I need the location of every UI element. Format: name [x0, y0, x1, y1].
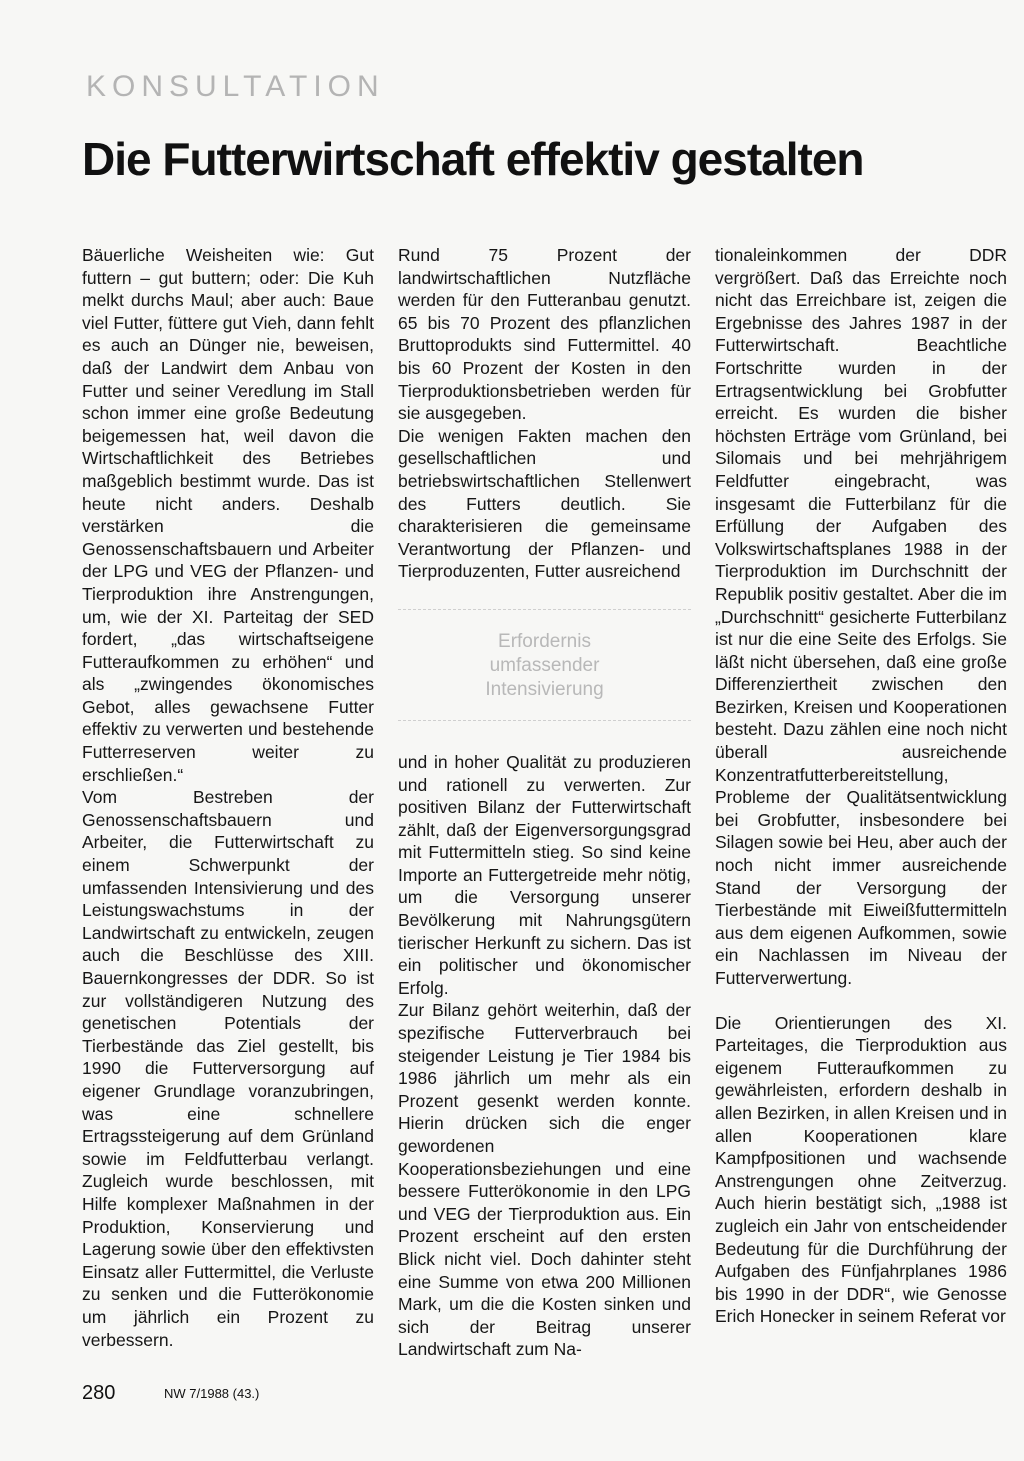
- paragraph: Vom Bestreben der Genossenschaftsbauern und Arbeiter, die Futterwirtschaft zu einem Schwerpunkt der umfassenden Intensivierung und des Leistungswachstums in der Landwirtschaft zu entwickeln, zeugen auch die Beschlüsse des XIII. Bauernkongresses der DDR. So ist zur vollständigeren Nutzung des genetischen Potentials der Tierbestände das Ziel gestellt, bis 1990 die Futterversorgung auf eigener Grundlage voranzubringen, was eine schnellere Ertragssteigerung auf dem Grünland sowie im Feldfutterbau verlangt. Zugleich wurde beschlossen, mit Hilfe komplexer Maßnahmen in der Produktion, Konservierung und Lagerung sowie über den effektivsten Einsatz aller Futtermittel, die Verluste zu senken und die Futterökonomie um jährlich ein Prozent zu verbessern.: [82, 787, 374, 1350]
- pull-quote-line: Erfordernis: [498, 630, 591, 652]
- paragraph: Bäuerliche Weisheiten wie: Gut futtern – gut buttern; oder: Die Kuh melkt durchs Maul; aber auch: Baue viel Futter, füttere gut Vieh, dann fehlt es auch an Dünger nie, beweisen, daß der Landwirt dem Anbau von Futter und seiner Veredlung im Stall schon immer eine große Bedeutung beigemessen hat, weil davon die Wirtschaftlichkeit des Betriebes maßgeblich bestimmt wurde. Das ist heute nicht anders. Deshalb verstärken die Genossenschaftsbauern und Arbeiter der LPG und VEG der Pflanzen- und Tierproduktion ihre Anstrengungen, um, wie der XI. Parteitag der SED fordert, „das wirtschaftseigene Futteraufkommen zu erhöhen“ und als „zwingendes ökonomisches Gebot, alles gewachsene Futter effektiv zu verwerten und bestehende Futterreserven weiter zu erschließen.“: [82, 245, 374, 785]
- section-kicker: KONSULTATION: [86, 70, 385, 103]
- pull-quote: [398, 609, 691, 721]
- article-column-1: [82, 244, 374, 1351]
- paragraph: Die Orientierungen des XI. Parteitages, die Tierproduktion aus eigenem Futteraufkommen zu gewährleisten, erfordern deshalb in allen Bezirken, in allen Kreisen und in allen Kooperationen klare Kampfpositionen und wachsende Anstrengungen ohne Zeitverzug. Auch hierin bestätigt sich, „1988 ist zugleich ein Jahr von entscheidender Bedeutung für die Durchführung der Aufgaben des Fünfjahrplanes 1986 bis 1990 in der DDR“, wie Genosse Erich Honecker in seinem Referat vor: [715, 1012, 1007, 1327]
- article-column-2: [398, 244, 691, 1361]
- paragraph: Die wenigen Fakten machen den gesellschaftlichen und betriebswirtschaftlichen Stellenwert des Futters deutlich. Sie charakterisieren die gemeinsame Verantwortung der Pflanzen- und Tierproduzenten, Futter ausreichend: [398, 425, 691, 582]
- paragraph: Zur Bilanz gehört weiterhin, daß der spezifische Futterverbrauch bei steigender Leistung je Tier 1984 bis 1986 jährlich um mehr als ein Prozent gesenkt werden konnte. Hierin drücken sich die enger gewordenen Kooperationsbeziehungen und eine bessere Futterökonomie in den LPG und VEG der Tierproduktion aus. Ein Prozent erscheint auf den ersten Blick nicht viel. Doch dahinter steht eine Summe von etwa 200 Millionen Mark, um die die Kosten sinken und sich der Beitrag unserer Landwirtschaft zum Na-: [398, 1000, 691, 1360]
- pull-quote-line: Intensivierung: [485, 678, 604, 700]
- paragraph: und in hoher Qualität zu produzieren und rationell zu verwerten. Zur positiven Bilanz der Futterwirtschaft zählt, daß der Eigenversorgungsgrad mit Futtermitteln stieg. So sind keine Importe an Futtergetreide mehr nötig, um die Versorgung unserer Bevölkerung mit Nahrungsgütern tierischer Herkunft zu sichern. Das ist ein politischer und ökonomischer Erfolg.: [398, 751, 691, 998]
- article-title: Die Futterwirtschaft effektiv gestalten: [82, 133, 864, 185]
- pull-quote-line: umfassender: [489, 654, 600, 676]
- page-number: 280: [82, 1382, 116, 1404]
- issue-reference: NW 7/1988 (43.): [164, 1386, 260, 1401]
- paragraph: Rund 75 Prozent der landwirtschaftlichen Nutzfläche werden für den Futteranbau genutzt. 65 bis 70 Prozent des pflanzlichen Bruttoprodukts sind Futtermittel. 40 bis 60 Prozent der Kosten in den Tierproduktionsbetrieben werden für sie ausgegeben.: [398, 245, 691, 424]
- article-column-3: [715, 244, 1007, 1328]
- paragraph: tionaleinkommen der DDR vergrößert. Daß das Erreichte noch nicht das Erreichbare ist, zeigen die Ergebnisse des Jahres 1987 in der Futterwirtschaft. Beachtliche Fortschritte wurden in der Ertragsentwicklung bei Grobfutter erreicht. Es wurden die bisher höchsten Erträge vom Grünland, bei Silomais und bei mehrjährigem Feldfutter eingebracht, was insgesamt die Futterbilanz für die Erfüllung der Aufgaben des Volkswirtschaftsplanes 1988 in der Tierproduktion im Durchschnitt der Republik positiv gestaltet. Aber die im „Durchschnitt“ gesicherte Futterbilanz ist nur die eine Seite des Erfolgs. Sie läßt nicht übersehen, daß eine große Differenziertheit zwischen den Bezirken, Kreisen und Kooperationen besteht. Dazu zählen eine noch nicht überall ausreichende Konzentratfutterbereitstellung, Probleme der Qualitätsentwicklung bei Grobfutter, insbesondere bei Silagen sowie bei Heu, aber auch der noch nicht immer ausreichende Stand der Versorgung der Tierbestände mit Eiweißfuttermitteln aus dem eigenen Aufkommen, sowie ein Nachlassen im Niveau der Futterverwertung.: [715, 245, 1007, 988]
